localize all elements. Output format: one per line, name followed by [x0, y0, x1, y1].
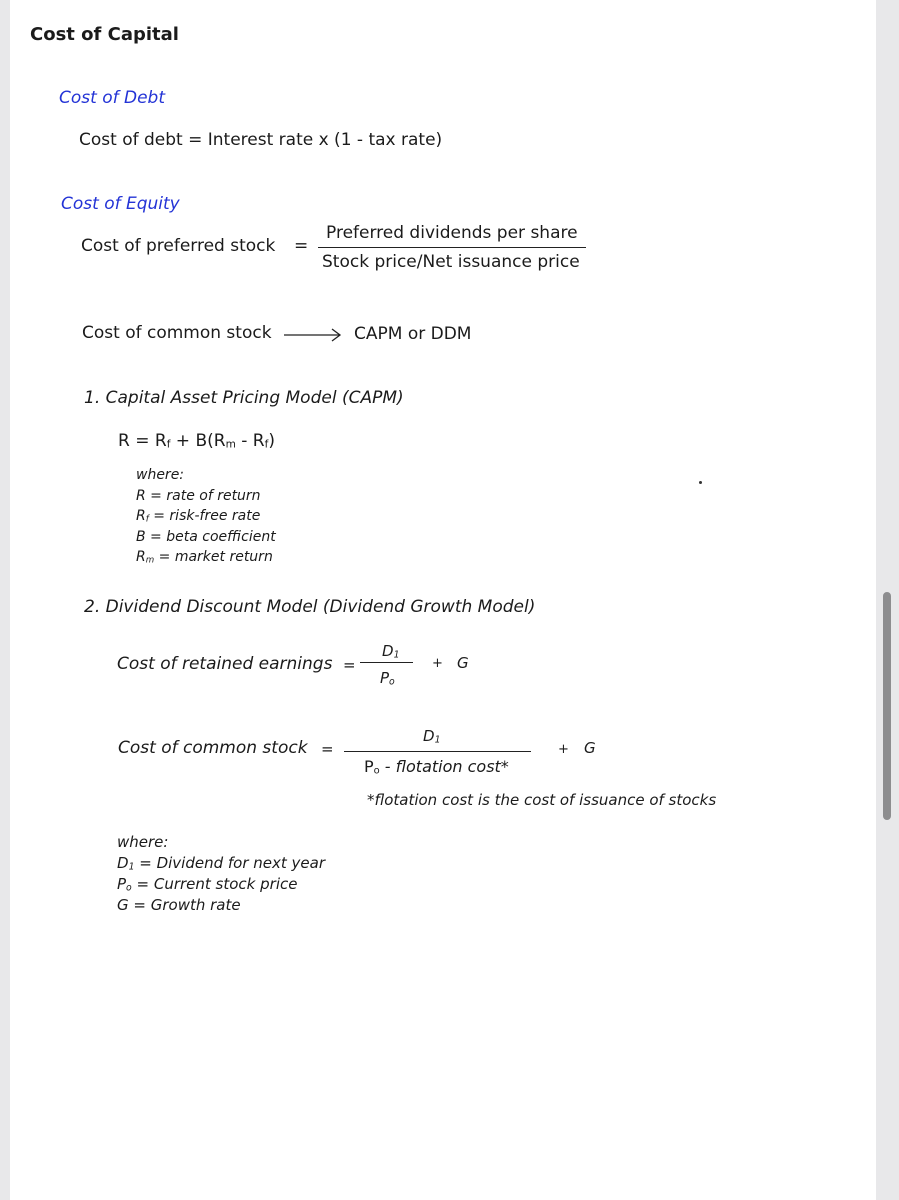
page-title: Cost of Capital — [30, 24, 179, 45]
common-plus: + — [558, 742, 569, 757]
common-stock-methods: CAPM or DDM — [354, 324, 472, 344]
right-arrow-icon — [283, 327, 343, 343]
retained-growth: G — [457, 654, 469, 672]
ddm-heading: 2. Dividend Discount Model (Dividend Growth Model) — [84, 597, 536, 617]
capm-def-rm: $R_m$ = market return — [136, 549, 273, 566]
common-numerator: $D_1$ — [423, 727, 441, 746]
common-fraction-bar — [344, 751, 531, 752]
common-stock-ddm-label: Cost of common stock — [118, 738, 308, 758]
common-stock-label: Cost of common stock — [82, 323, 272, 343]
capm-heading: 1. Capital Asset Pricing Model (CAPM) — [84, 388, 404, 408]
retained-plus: + — [432, 656, 443, 671]
ddm-def-d1: $D_1$ = Dividend for next year — [117, 854, 326, 873]
stray-dot — [699, 481, 702, 484]
retained-numerator: $D_1$ — [382, 642, 400, 661]
capm-def-r: R = rate of return — [136, 488, 261, 504]
scrollbar-thumb[interactable] — [883, 592, 891, 820]
retained-fraction-bar — [360, 662, 413, 663]
capm-formula: $R = R_f + B(R_m - R_f)$ — [118, 431, 275, 451]
debt-formula: Cost of debt = Interest rate x (1 - tax rate) — [79, 130, 443, 150]
retained-equals: = — [343, 656, 356, 674]
preferred-denominator: Stock price/Net issuance price — [322, 252, 580, 272]
preferred-numerator: Preferred dividends per share — [326, 223, 578, 243]
common-equals: = — [321, 740, 334, 758]
ddm-def-po: $P_o$ = Current stock price — [117, 875, 298, 894]
section-heading-debt: Cost of Debt — [59, 88, 165, 108]
ddm-def-g: G = Growth rate — [117, 896, 241, 914]
common-denominator: $P_o$ - flotation cost* — [364, 757, 509, 777]
section-heading-equity: Cost of Equity — [61, 194, 180, 214]
retained-earnings-label: Cost of retained earnings — [117, 654, 333, 674]
capm-def-b: B = beta coefficient — [136, 529, 276, 545]
retained-denominator: $P_o$ — [380, 669, 395, 688]
preferred-equals: = — [294, 236, 309, 256]
preferred-fraction-bar — [318, 247, 586, 248]
ddm-where-label: where: — [117, 833, 169, 851]
capm-def-rf: $R_f$ = risk-free rate — [136, 508, 261, 525]
preferred-stock-label: Cost of preferred stock — [81, 236, 276, 256]
flotation-footnote: *flotation cost is the cost of issuance of stocks — [367, 791, 717, 809]
common-growth: G — [584, 739, 596, 757]
capm-where-label: where: — [136, 467, 185, 483]
